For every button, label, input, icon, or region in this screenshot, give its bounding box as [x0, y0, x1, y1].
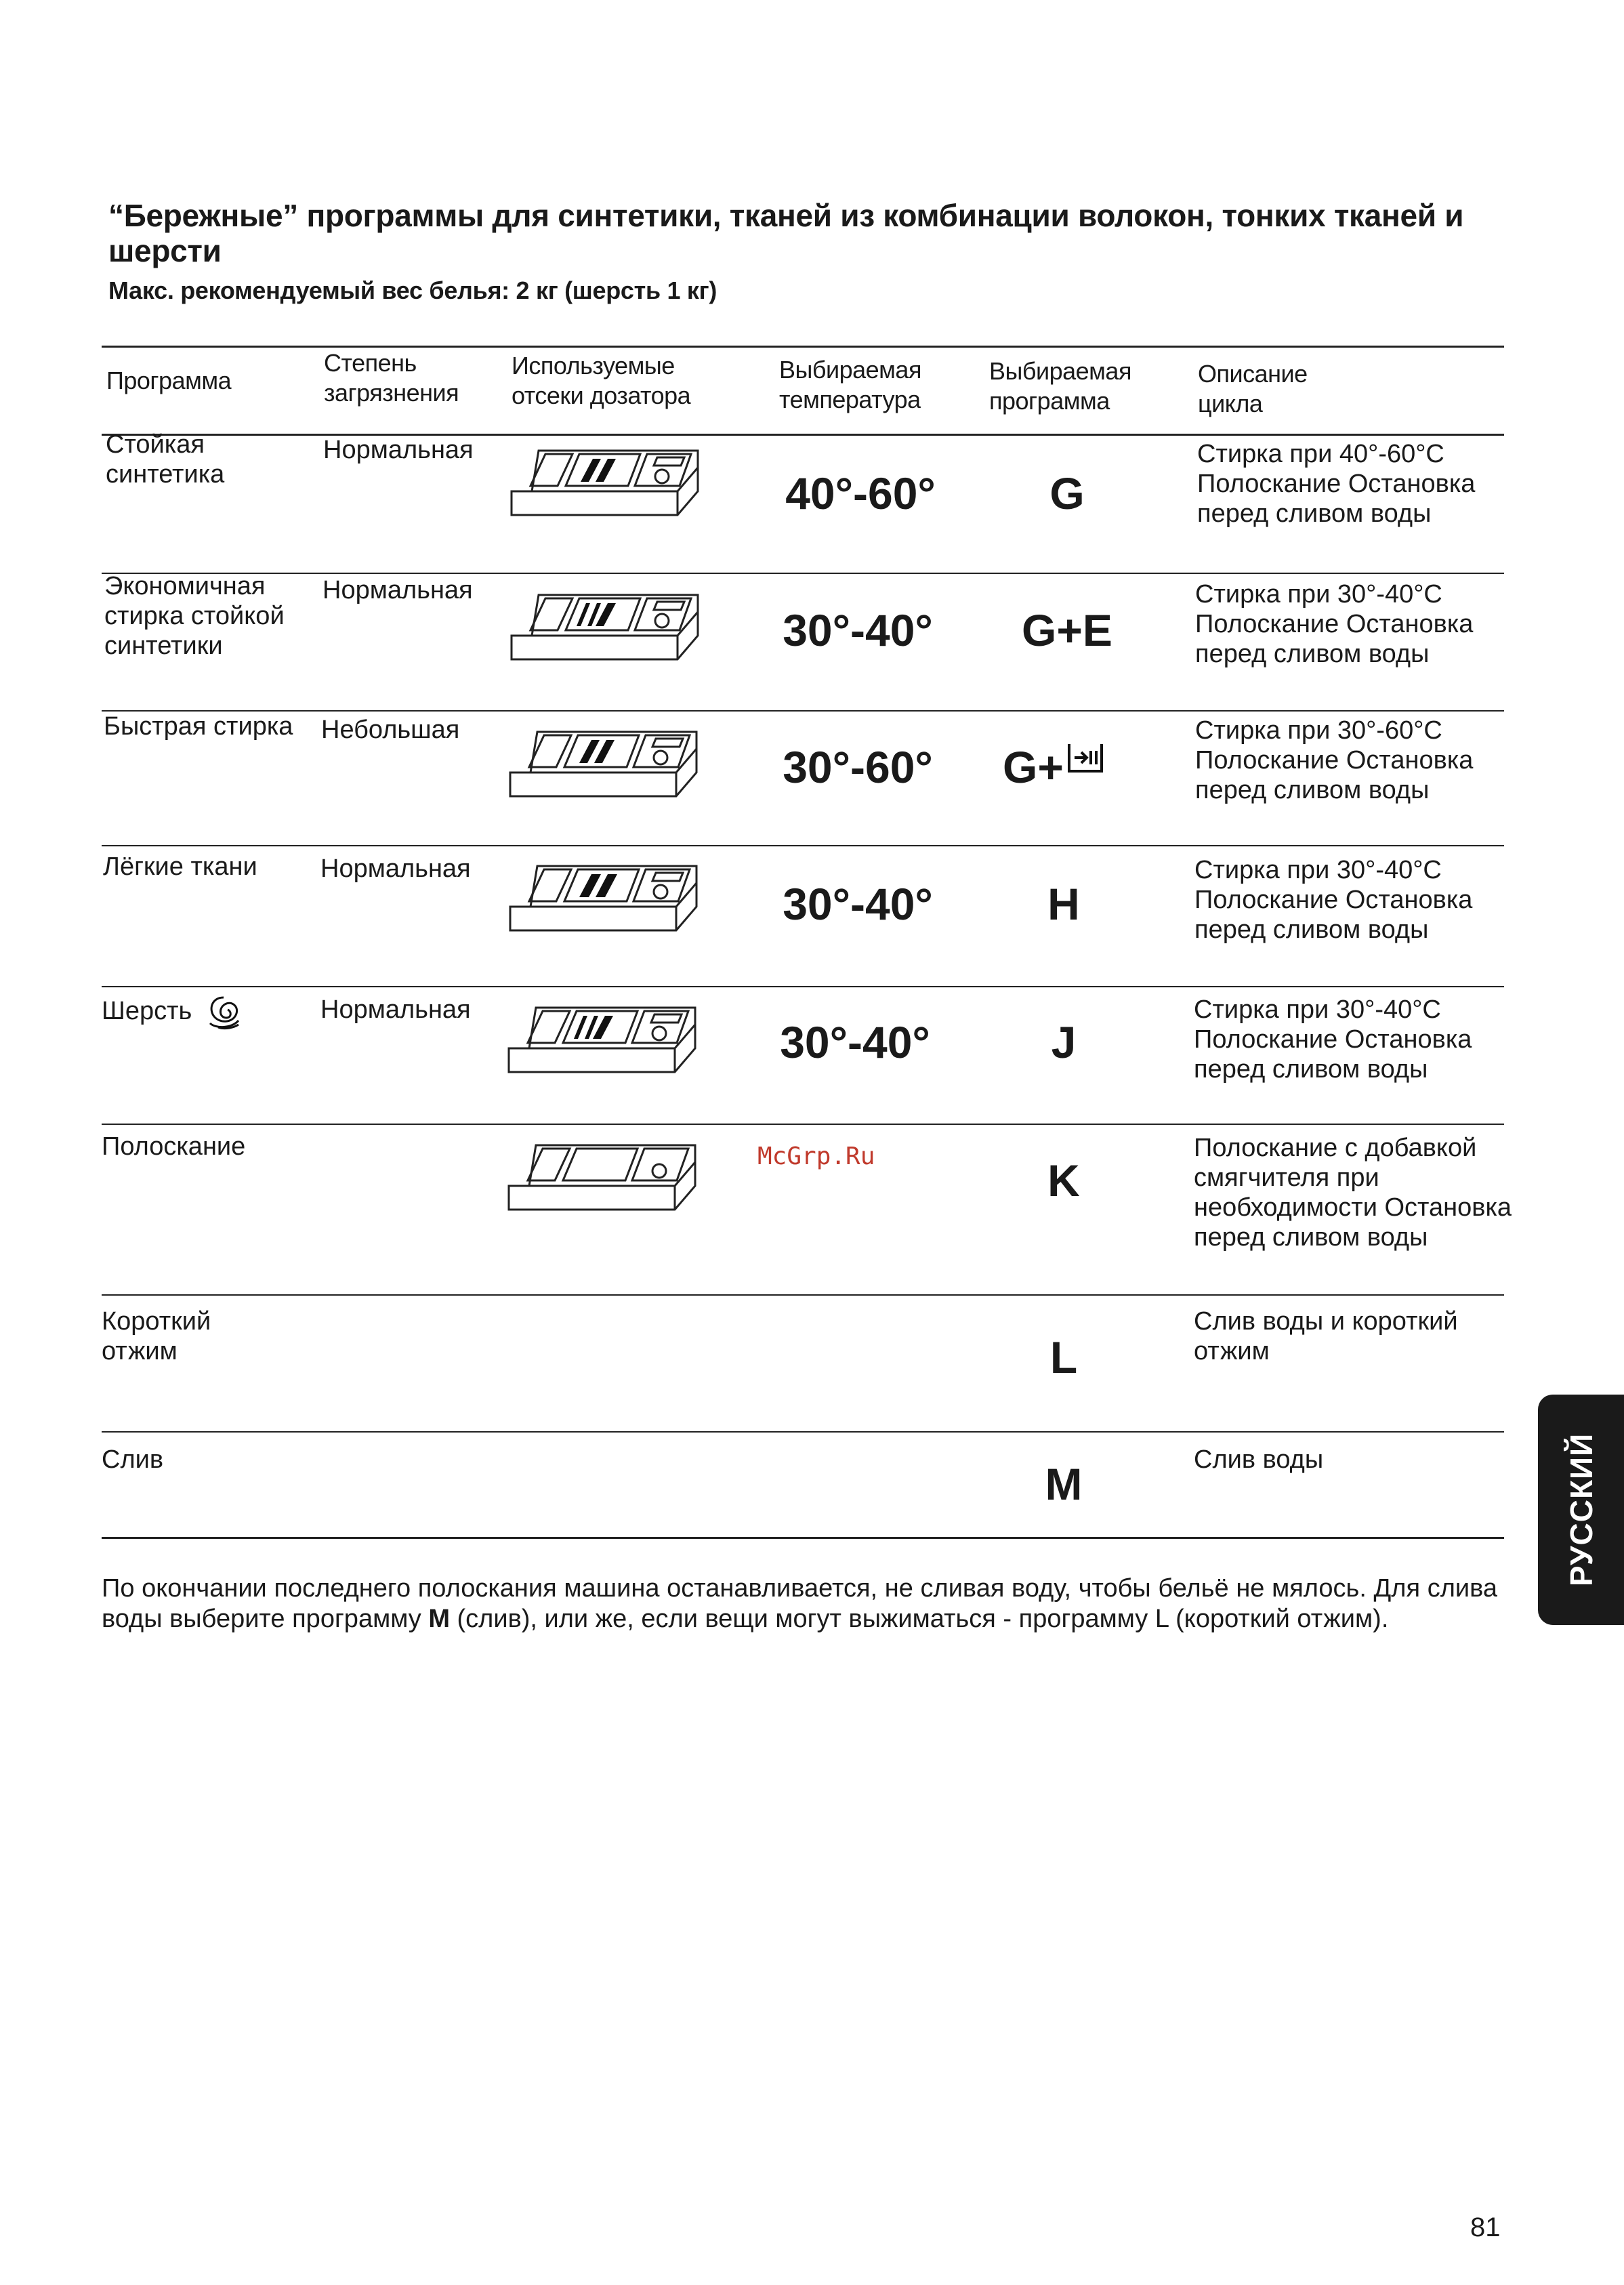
footnote	[102, 1573, 1497, 1634]
detergent-dispenser-icon	[505, 588, 701, 683]
row-5-program	[102, 993, 305, 1031]
row-divider	[102, 845, 1504, 846]
row-1-description: Стирка при 40°-60°C Полоскание Остановка перед сливом воды	[1197, 440, 1476, 528]
row-7-program: Короткий отжим	[102, 1307, 211, 1365]
row-4-description: Стирка при 30°-40°C Полоскание Остановка перед сливом воды	[1194, 856, 1473, 944]
row-1-soil: Нормальная	[323, 436, 474, 464]
detergent-dispenser-icon	[503, 725, 700, 820]
row-4-soil: Нормальная	[320, 855, 471, 883]
row-3-description: Стирка при 30°-60°C Полоскание Остановка перед сливом воды	[1195, 716, 1474, 804]
row-2-program: Экономичная стирка стойкой синтетики	[104, 572, 285, 660]
detergent-dispenser-icon	[502, 1138, 699, 1233]
row-5-program-text: Шерсть	[102, 997, 192, 1026]
table-top-rule	[102, 346, 1504, 348]
row-5-soil: Нормальная	[320, 995, 471, 1024]
row-3-temperature: 30°-60°	[783, 742, 933, 792]
header-compartments: Используемые отсеки дозатора	[512, 352, 691, 409]
detergent-dispenser-icon	[505, 444, 701, 539]
language-side-tab	[1538, 1395, 1624, 1625]
row-4-program: Лёгкие ткани	[103, 852, 257, 881]
header-program: Программа	[106, 367, 232, 394]
row-divider	[102, 710, 1504, 712]
language-side-tab-label: РУССКИЙ	[1563, 1433, 1599, 1587]
row-3-program-code-text: G+	[1003, 742, 1064, 792]
row-5-temperature: 30°-40°	[780, 1017, 930, 1067]
row-4-temperature: 30°-40°	[783, 879, 933, 929]
row-5-description: Стирка при 30°-40°C Полоскание Остановка перед сливом воды	[1194, 995, 1472, 1084]
row-3-program: Быстрая стирка	[104, 712, 293, 741]
footnote-part1: По окончании последнего полоскания машина останавливается, не сливая воду, чтобы бельё не мялось. Для слива воды выберите программу	[102, 1574, 1497, 1633]
footnote-bold-m: M	[428, 1605, 450, 1633]
header-bottom-rule	[102, 434, 1504, 436]
header-soil: Степень загрязнения	[324, 349, 459, 407]
row-divider	[102, 1124, 1504, 1125]
row-6-program: Полоскание	[102, 1132, 246, 1161]
row-2-temperature: 30°-40°	[783, 605, 933, 655]
header-temperature: Выбираемая температура	[779, 356, 921, 413]
table-bottom-rule	[102, 1537, 1504, 1539]
row-7-program-code: L	[1049, 1332, 1078, 1382]
watermark: McGrp.Ru	[757, 1142, 875, 1170]
row-2-program-code: G+E	[1022, 605, 1112, 655]
max-load-subtitle: Макс. рекомендуемый вес белья: 2 кг (шерсть 1 кг)	[108, 276, 717, 304]
row-6-program-code: K	[1047, 1155, 1080, 1206]
row-8-description: Слив воды	[1194, 1445, 1324, 1474]
row-1-temperature: 40°-60°	[785, 468, 936, 518]
page-number: 81	[1470, 2212, 1501, 2242]
row-5-program-code: J	[1051, 1017, 1077, 1067]
row-4-program-code: H	[1047, 879, 1080, 929]
row-2-soil: Нормальная	[322, 576, 473, 604]
row-1-program-code: G	[1049, 468, 1085, 518]
row-8-program: Слив	[102, 1445, 164, 1474]
row-3-program-code	[1003, 741, 1159, 793]
row-divider	[102, 573, 1504, 574]
rapid-wash-icon	[1066, 741, 1104, 774]
detergent-dispenser-icon	[503, 859, 700, 954]
row-3-soil: Небольшая	[321, 716, 460, 744]
row-divider	[102, 986, 1504, 987]
row-divider	[102, 1431, 1504, 1433]
page-title: “Бережные” программы для синтетики, тканей из комбинации волокон, тонких тканей и шерсти	[108, 198, 1464, 268]
detergent-dispenser-icon	[502, 1001, 699, 1096]
row-2-description: Стирка при 30°-40°C Полоскание Остановка перед сливом воды	[1195, 580, 1474, 668]
row-7-description: Слив воды и короткий отжим	[1194, 1307, 1458, 1365]
header-description: Описание цикла	[1198, 360, 1308, 417]
row-6-description: Полоскание с добавкой смягчителя при необходимости Остановка перед сливом воды	[1194, 1134, 1512, 1252]
row-1-program: Стойкая синтетика	[106, 430, 225, 489]
footnote-part2: (слив), или же, если вещи могут выжиматься - программу L (короткий отжим).	[449, 1605, 1389, 1633]
row-divider	[102, 1294, 1504, 1296]
header-selector: Выбираемая программа	[989, 357, 1131, 415]
wool-mark-icon	[205, 993, 243, 1031]
row-8-program-code: M	[1045, 1459, 1083, 1509]
